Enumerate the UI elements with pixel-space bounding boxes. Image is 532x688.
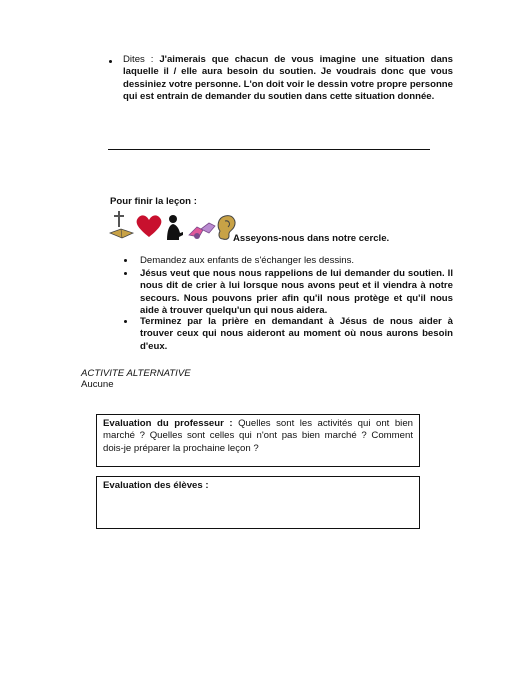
divider [108, 149, 430, 150]
helping-hands-icon [189, 223, 215, 239]
finish-heading: Pour finir la leçon : [110, 196, 197, 207]
heart-icon [137, 215, 162, 237]
intro-text: J'aimerais que chacun de vous imagine une situation dans laquelle il / elle aura besoin du soutien. Je voudrais donc que vous dessiniez votre personne. L'on doit voir le dessin votre propre personne qui est entrain de demander du soutien dans cette situation donnée. [123, 54, 453, 103]
teacher-evaluation-questions: Quelles sont les activités qui ont bien marché ? Quelles sont celles qui n'ont pas bien marché ? Comment dois-je préparer la prochaine leçon ? [103, 418, 413, 454]
bullet [124, 272, 127, 275]
bullet [124, 259, 127, 262]
icon-strip [109, 209, 241, 244]
list-item: Demandez aux enfants de s'échanger les dessins. [140, 255, 355, 266]
alternative-title: ACTIVITE ALTERNATIVE [81, 368, 191, 379]
intro-lead: Dites : [123, 54, 154, 65]
student-evaluation-label: Evaluation des élèves : [103, 480, 209, 491]
icons-caption: Asseyons-nous dans notre cercle. [233, 233, 390, 244]
bullet [124, 320, 127, 323]
intro-paragraph [123, 54, 453, 104]
praying-person-icon [167, 215, 183, 240]
teacher-evaluation-label: Evaluation du professeur : [103, 418, 233, 429]
list-item: Terminez par la prière en demandant à Jésus de nous aider à trouver ceux qui nous aideront au moment où nous aurons besoin d'eux. [140, 316, 453, 352]
list-item: Jésus veut que nous nous rappelions de lui demander du soutien. Il nous dit de crier à lui lorsque nous avons peut et il viendra à notre secours. Nous pouvons prier afin qu'il nous protège et qu'il nous aide à trouver quelqu'un qui nous aidera. [140, 268, 453, 317]
student-evaluation-box [96, 476, 420, 529]
cross-bible-icon [110, 211, 133, 238]
teacher-evaluation-box [96, 414, 420, 467]
teacher-evaluation-text [103, 418, 413, 455]
bullet [109, 60, 112, 63]
alternative-text: Aucune [81, 379, 114, 390]
